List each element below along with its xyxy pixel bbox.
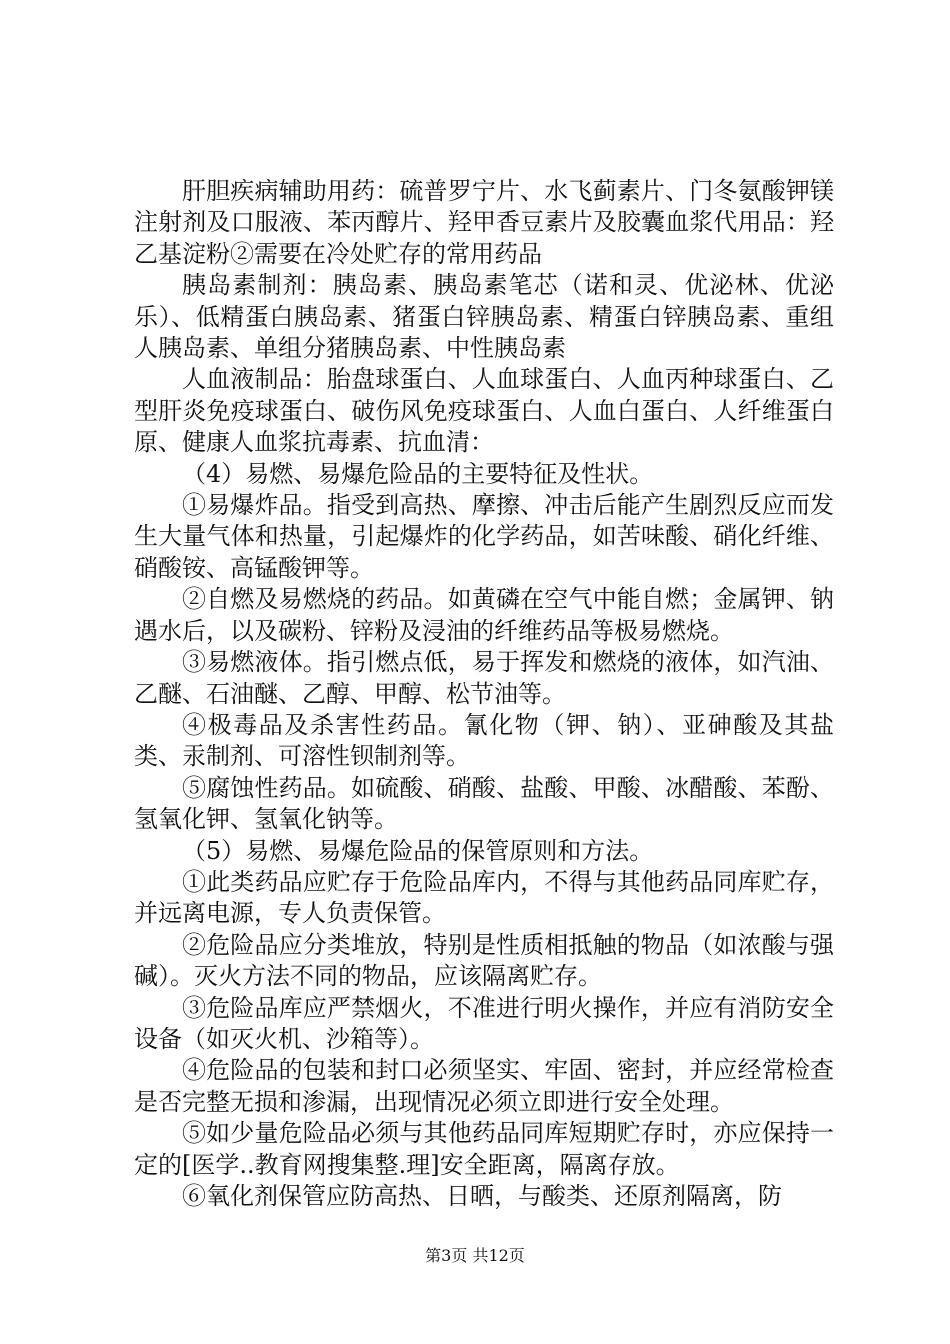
body-text [134, 176, 834, 1212]
paragraph: 人血液制品：胎盘球蛋白、人血球蛋白、人血丙种球蛋白、乙型肝炎免疫球蛋白、破伤风免疫球蛋白、人血白蛋白、人纤维蛋白原、健康人血浆抗毒素、抗血清： [134, 365, 834, 457]
paragraph: ①此类药品应贮存于危险品库内，不得与其他药品同库贮存，并远离电源，专人负责保管。 [134, 867, 834, 928]
paragraph: ④危险品的包装和封口必须坚实、牢固、密封，并应经常检查是否完整无损和渗漏，出现情况必须立即进行安全处理。 [134, 1056, 834, 1116]
paragraph: （4）易燃、易爆危险品的主要特征及性状。 [182, 459, 654, 488]
paragraph: （5）易燃、易爆危险品的保管原则和方法。 [182, 836, 654, 865]
paragraph: ③危险品库应严禁烟火，不准进行明火操作，并应有消防安全设备（如灭火机、沙箱等）。 [134, 993, 834, 1053]
paragraph: ⑥氧化剂保管应防高热、日晒，与酸类、还原剂隔离，防 [182, 1182, 782, 1210]
paragraph: ②自燃及易燃烧的药品。如黄磷在空气中能自燃；金属钾、钠遇水后，以及碳粉、锌粉及浸油的纤维药品等极易燃烧。 [134, 585, 834, 645]
paragraph: ⑤如少量危险品必须与其他药品同库短期贮存时，亦应保持一定的[医学..教育网搜集整.理]安全距离，隔离存放。 [134, 1119, 834, 1179]
page-footer: 第3页 共12页 [425, 1246, 525, 1265]
paragraph: ③易燃液体。指引燃点低，易于挥发和燃烧的液体，如汽油、乙醚、石油醚、乙醇、甲醇、松节油等。 [134, 648, 834, 708]
paragraph: 胰岛素制剂：胰岛素、胰岛素笔芯（诺和灵、优泌林、优泌乐）、低精蛋白胰岛素、猪蛋白锌胰岛素、精蛋白锌胰岛素、重组人胰岛素、单组分猪胰岛素、中性胰岛素 [134, 271, 834, 363]
paragraph: ⑤腐蚀性药品。如硫酸、硝酸、盐酸、甲酸、冰醋酸、苯酚、氢氧化钾、氢氧化钠等。 [134, 773, 834, 834]
paragraph: ②危险品应分类堆放，特别是性质相抵触的物品（如浓酸与强碱）。灭火方法不同的物品，应该隔离贮存。 [134, 930, 834, 991]
paragraph: 肝胆疾病辅助用药：硫普罗宁片、水飞蓟素片、门冬氨酸钾镁注射剂及口服液、苯丙醇片、羟甲香豆素片及胶囊血浆代用品：羟乙基淀粉②需要在冷处贮存的常用药品 [134, 177, 834, 268]
paragraph: ①易爆炸品。指受到高热、摩擦、冲击后能产生剧烈反应而发生大量气体和热量，引起爆炸的化学药品，如苦味酸、硝化纤维、硝酸铵、高锰酸钾等。 [134, 491, 834, 582]
paragraph: ④极毒品及杀害性药品。氰化物（钾、钠）、亚砷酸及其盐类、汞制剂、可溶性钡制剂等。 [134, 710, 834, 771]
